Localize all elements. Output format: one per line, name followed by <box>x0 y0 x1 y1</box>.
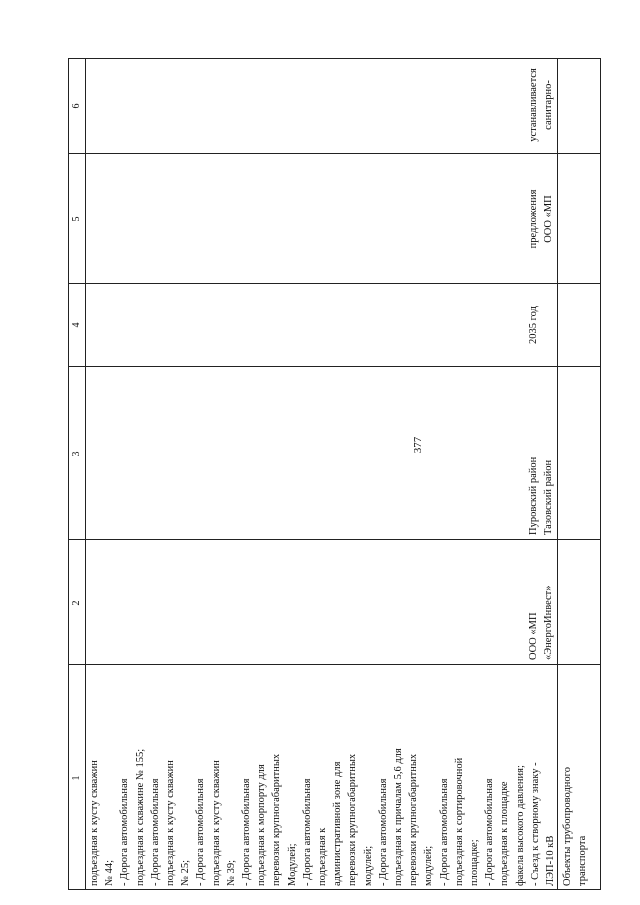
text-line: факела высокого давления; <box>514 765 526 886</box>
row-cont-col2 <box>526 542 556 660</box>
text-line: Объекты трубопроводного <box>562 767 573 886</box>
text-line: транспорта <box>577 835 589 886</box>
text-line: - Дорога автомобильная <box>484 778 496 886</box>
text-line: площадке; <box>469 839 481 886</box>
col-divider-1 <box>68 664 601 665</box>
col-divider-3 <box>68 366 601 367</box>
page-number: 377 <box>412 436 424 454</box>
text-line: - Дорога автомобильная <box>438 778 450 886</box>
header-row-divider <box>85 58 86 890</box>
text-line: подъездная к кусту скважин <box>210 760 222 886</box>
row-next-col1 <box>560 668 590 886</box>
text-line: подъездная к сортировочной <box>453 757 465 886</box>
text-line: подъездная к кусту скважин <box>165 760 177 886</box>
col-divider-2 <box>68 539 601 540</box>
text-line: Тазовский район <box>543 459 555 535</box>
text-line: подъездная к скважине № 155; <box>134 748 146 886</box>
text-line: - Съезд к створному знаку - <box>529 762 541 886</box>
text-line: перевозки крупногабаритных <box>347 753 359 886</box>
text-line: устанавливается <box>528 68 539 142</box>
text-line: административной зоне для <box>332 761 344 886</box>
col-header-6: 6 <box>71 103 82 109</box>
text-line: Модулей; <box>286 843 298 886</box>
text-line: № 39; <box>225 859 237 886</box>
text-line: подъездная к площадке <box>499 781 511 886</box>
text-line: предложения <box>528 189 539 249</box>
col-header-4: 4 <box>71 322 82 328</box>
row-cont-col3 <box>526 370 556 535</box>
text-line: подъездная к кусту скважин <box>89 760 100 886</box>
text-line: 2035 год <box>528 306 539 344</box>
text-line: - Дорога автомобильная <box>195 778 207 886</box>
text-line: - Дорога автомобильная <box>149 778 161 886</box>
text-line: «ЭнергоИнвест» <box>543 585 555 660</box>
col-header-1: 1 <box>71 775 82 781</box>
text-line: - Дорога автомобильная <box>301 778 313 886</box>
col-header-3: 3 <box>71 451 82 457</box>
text-line: № 25; <box>180 859 192 886</box>
text-line: перевозки крупногабаритных <box>408 753 420 886</box>
text-line: подъездная к морпорту для <box>256 764 268 886</box>
text-line: - Дорога автомобильная <box>377 778 389 886</box>
col-header-5: 5 <box>71 216 82 222</box>
text-line: - Дорога автомобильная <box>241 778 253 886</box>
text-line: - Дорога автомобильная <box>119 778 131 886</box>
text-line: Пуровский район <box>528 456 539 535</box>
text-line: подъездная к <box>317 827 329 886</box>
row-cont-col1 <box>87 668 558 886</box>
col-divider-5 <box>68 153 601 154</box>
text-line: подъездная к причалам 5,6 для <box>393 748 405 886</box>
text-line: № 44; <box>104 859 116 886</box>
col-divider-4 <box>68 283 601 284</box>
text-line: ЛЭП-10 кВ <box>545 835 557 886</box>
text-line: модулей; <box>423 845 435 886</box>
text-line: ООО «МП <box>528 612 539 660</box>
col-header-2: 2 <box>71 600 82 606</box>
text-line: перевозки крупногабаритных <box>271 753 283 886</box>
text-line: модулей; <box>362 845 374 886</box>
row-cont-col6 <box>526 60 556 150</box>
text-line: ООО «МП <box>543 195 555 243</box>
text-line: санитарно- <box>543 80 555 130</box>
row-cont-col4 <box>526 287 541 363</box>
row-cont-col5 <box>526 158 556 280</box>
